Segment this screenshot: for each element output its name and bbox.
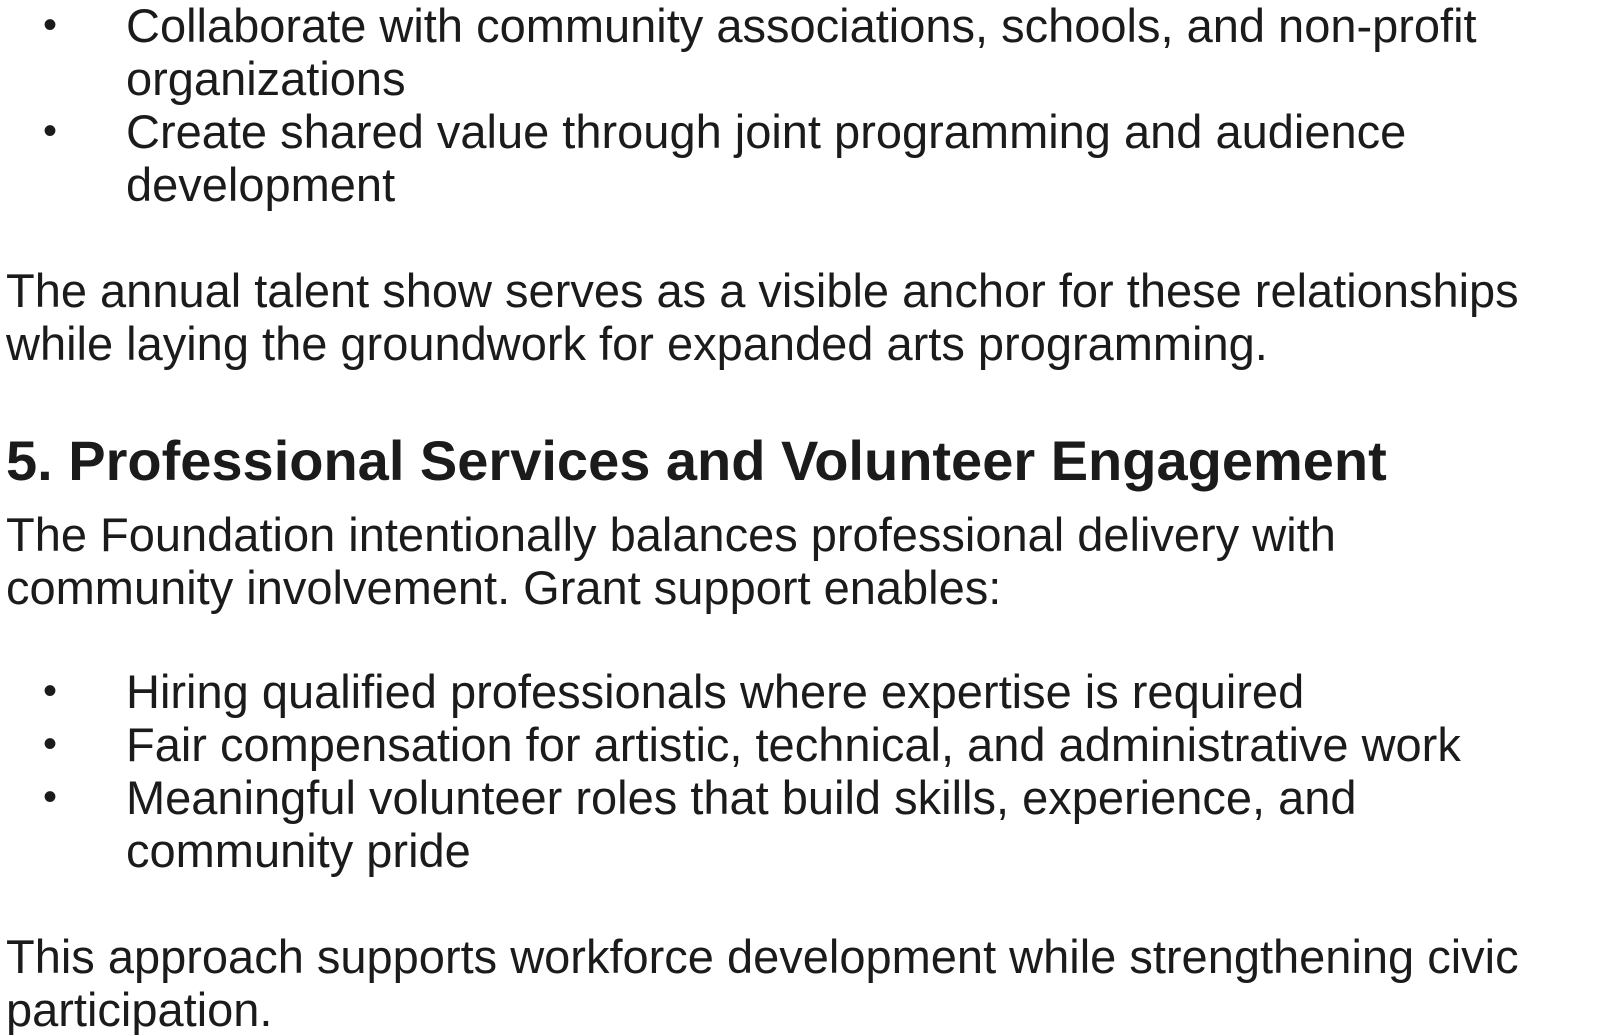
paragraph-line: The annual talent show serves as a visible anchor for these relationships [6,264,1519,317]
paragraph-line: while laying the groundwork for expanded arts programming. [6,317,1268,370]
list-item-text: Create shared value through joint programming and audience development [126,105,1407,211]
bullet-marker: • [43,3,58,47]
list-item [0,718,1566,771]
bullet-marker: • [43,722,58,766]
partnership-bullet-list [0,0,1566,211]
intro-paragraph [6,508,1336,614]
approach-paragraph [6,930,1519,1035]
list-item-text: Meaningful volunteer roles that build skills, experience, and community pride [126,771,1357,877]
paragraph-line: The Foundation intentionally balances professional delivery with [6,508,1336,561]
list-item [0,105,1566,211]
list-item [0,0,1566,105]
talent-show-paragraph [6,264,1519,370]
list-item [0,771,1566,877]
bullet-marker: • [43,775,58,819]
services-bullet-list [0,665,1566,877]
list-item-text: Hiring qualified professionals where expertise is required [126,665,1305,718]
list-item-text: Collaborate with community associations, schools, and non-profit organizations [126,0,1477,105]
list-item [0,665,1566,718]
list-item-text: Fair compensation for artistic, technical, and administrative work [126,718,1461,771]
paragraph-line: This approach supports workforce development while strengthening civic [6,930,1519,983]
section-heading: 5. Professional Services and Volunteer Engagement [6,429,1387,492]
bullet-marker: • [43,669,58,713]
paragraph-line: community involvement. Grant support enables: [6,561,1002,614]
bullet-marker: • [43,109,58,153]
paragraph-line: participation. [6,983,273,1035]
